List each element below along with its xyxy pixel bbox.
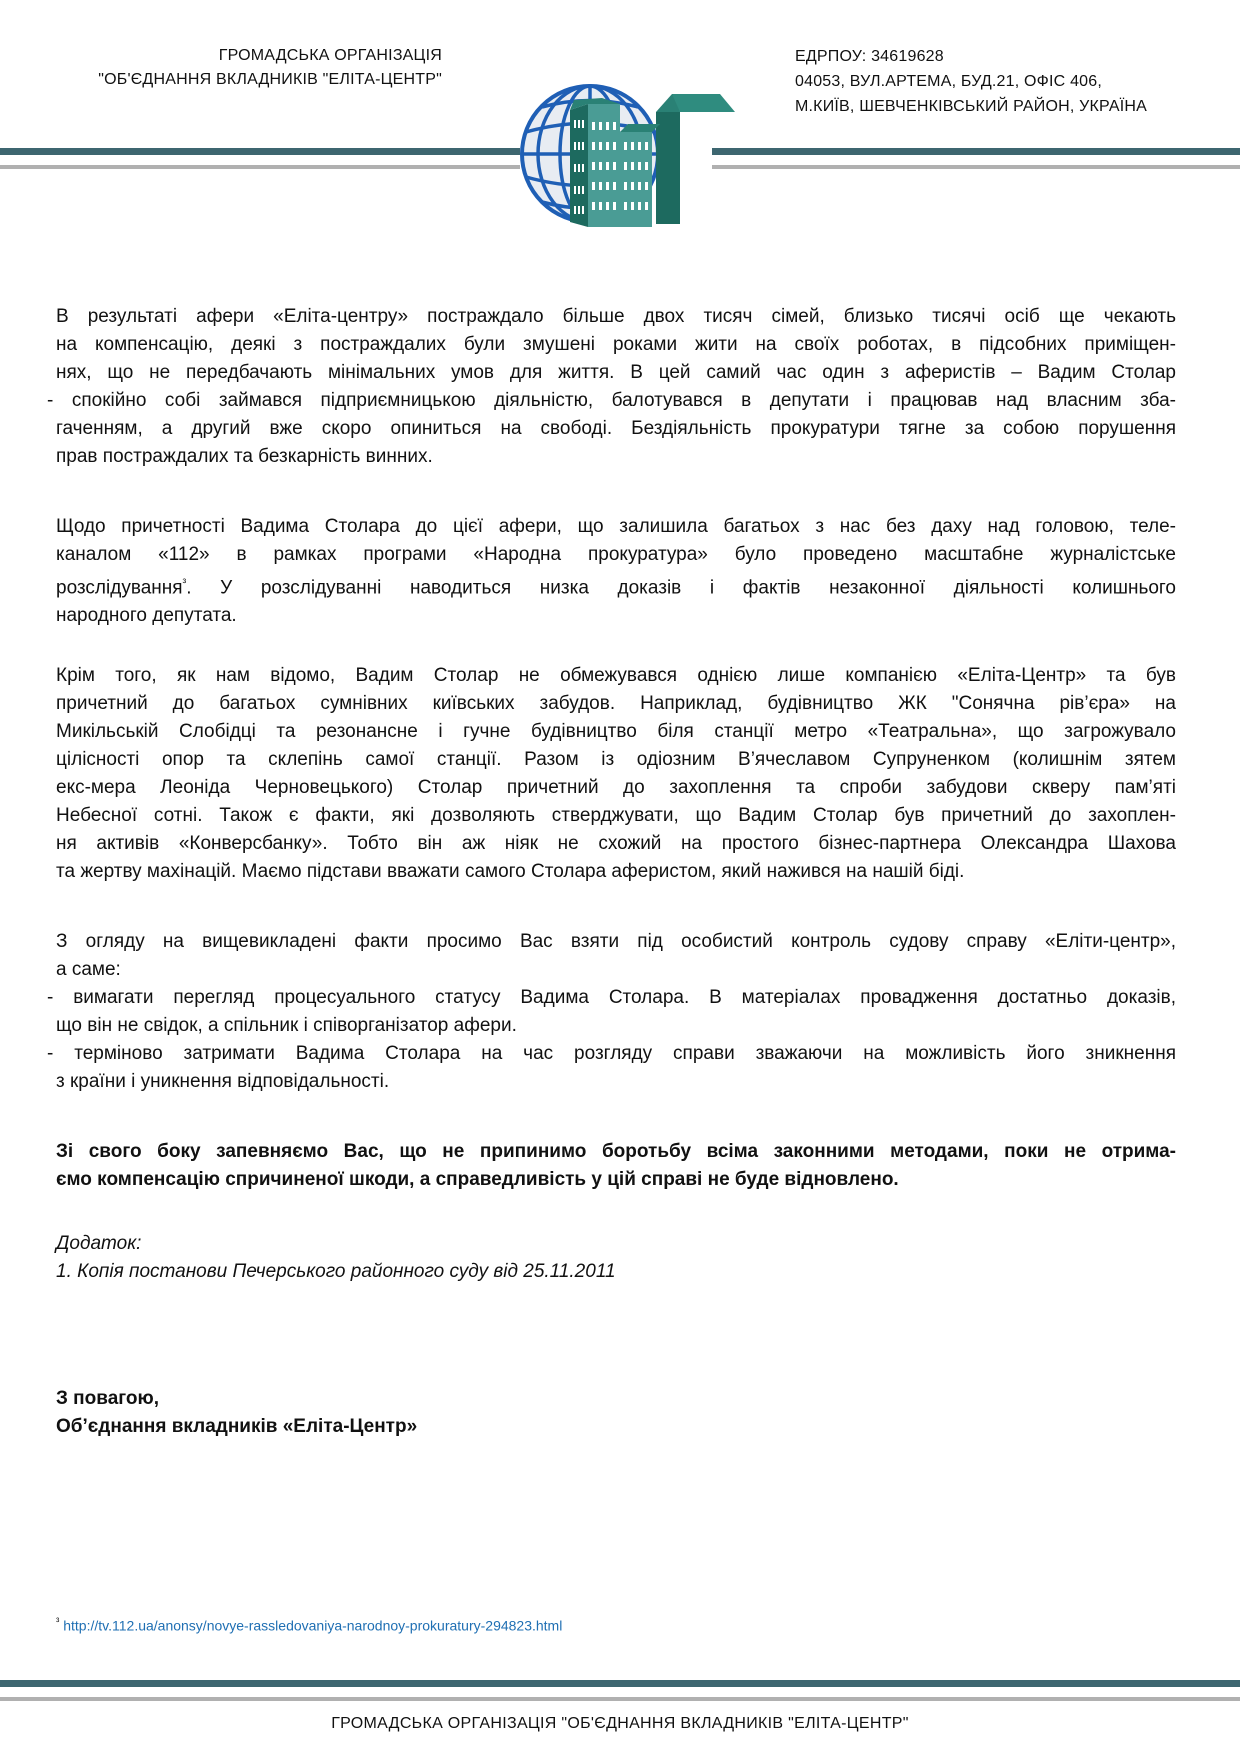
paragraph-5-bold-statement	[56, 1138, 1176, 1194]
text-line: - спокійно собі займався підприємницькою діяльністю, балотувався в депутати і працював над власним зба-	[47, 390, 1176, 411]
address-line-2: М.КИЇВ, ШЕВЧЕНКІВСЬКИЙ РАЙОН, УКРАЇНА	[795, 98, 1148, 115]
text-line: з країни і уникнення відповідальності.	[56, 1071, 390, 1092]
text-line: Микільській Слобідці та резонансне і гучне будівництво біля станції метро «Театральна», що загрожувало	[56, 721, 1176, 742]
globe-with-buildings-logo-icon	[510, 82, 740, 232]
text-line: що він не свідок, а спільник і співорганізатор афери.	[56, 1015, 517, 1036]
text-line: В результаті афери «Еліта-центру» постраждало більше двох тисяч сімей, близько тисячі осіб ще чекають	[56, 306, 1176, 327]
text-line: З огляду на вищевикладені факти просимо Вас взяти під особистий контроль судову справу «Еліти-центр»,	[56, 931, 1176, 952]
text-line-with-footnote	[56, 569, 1176, 602]
org-name: "ОБ'ЄДНАННЯ ВКЛАДНИКІВ "ЕЛІТА-ЦЕНТР"	[98, 71, 442, 88]
footer-rule-dark	[0, 1680, 1240, 1687]
footnote-reference[interactable]: ³	[182, 577, 187, 589]
paragraph-3	[56, 662, 1176, 886]
text-line: на компенсацію, деякі з постраждалих були змушені роками жити на своїх роботах, в підсобних приміщен-	[56, 334, 1176, 355]
text-line: Щодо причетності Вадима Столара до цієї афери, що залишила багатьох з нас без даху над головою, теле-	[56, 516, 1176, 537]
paragraph-2	[56, 513, 1176, 630]
attachment-section	[56, 1230, 1176, 1286]
footnote	[56, 1617, 562, 1634]
edrpou-code: ЕДРПОУ: 34619628	[795, 48, 944, 65]
footnote-link[interactable]: http://tv.112.ua/anonsy/novye-rassledovaniya-narodnoy-prokuratury-294823.html	[63, 1617, 563, 1634]
header-rule-dark-left	[0, 148, 520, 155]
header-rule-dark-right	[712, 148, 1240, 155]
text-line: народного депутата.	[56, 605, 237, 627]
attachment-item-1: 1. Копія постанови Печерського районного суду від 25.11.2011	[56, 1261, 616, 1282]
text-line: а саме:	[56, 959, 121, 980]
signature-closing: З повагою,	[56, 1388, 160, 1409]
text-line: ня активів «Конверсбанку». Тобто він аж ніяк не схожий на простого бізнес-партнера Олександра Шахова	[56, 833, 1176, 854]
text-line: ємо компенсацію спричиненої шкоди, а справедливість у цій справі не буде відновлено.	[56, 1169, 899, 1190]
text-line: та жертву махінацій. Маємо підстави вважати самого Столара аферистом, який нажився на нашій біді.	[56, 861, 965, 882]
footnote-marker: ³	[56, 1617, 60, 1628]
header-rule-light-right	[712, 165, 1240, 169]
footer-rule-light	[0, 1697, 1240, 1701]
text-line: каналом «112» в рамках програми «Народна прокуратура» було проведено масштабне журналістське	[56, 544, 1176, 565]
text-line: Небесної сотні. Також є факти, які дозволяють стверджувати, що Вадим Столар був причетний до захоплен-	[56, 805, 1176, 826]
text-segment: розслідування	[56, 577, 183, 599]
text-line: цілісності опор та склепінь самої станції. Разом із одіозним В’ячеславом Супруненком (колишнім зятем	[56, 749, 1176, 770]
text-segment: . У розслідуванні наводиться низка доказів і фактів незаконної діяльності колишнього	[186, 577, 1176, 599]
org-type: ГРОМАДСЬКА ОРГАНІЗАЦІЯ	[218, 47, 442, 64]
letterhead-contacts	[795, 44, 1147, 119]
text-line: Крім того, як нам відомо, Вадим Столар не обмежувався однією лише компанією «Еліта-Центр» та був	[56, 665, 1176, 686]
signature-org: Об’єднання вкладників «Еліта-Центр»	[56, 1416, 418, 1437]
request-item-1: - вимагати перегляд процесуального статусу Вадима Столара. В матеріалах провадження достатньо доказів,	[47, 987, 1176, 1008]
text-line: гаченням, а другий вже скоро опиниться на свободі. Бездіяльність прокуратури тягне за собою порушення	[56, 418, 1176, 439]
signature	[56, 1385, 1176, 1441]
request-item-2: - терміново затримати Вадима Столара на час розгляду справи зважаючи на можливість його зникнення	[47, 1043, 1176, 1064]
paragraph-1	[47, 303, 1176, 471]
text-line: Зі свого боку запевняємо Вас, що не припинимо боротьбу всіма законними методами, поки не отрима-	[56, 1141, 1176, 1162]
header-rule-light-left	[0, 165, 520, 169]
text-line: екс-мера Леоніда Черновецького) Столар причетний до захоплення та спроби забудови скверу пам’яті	[56, 777, 1176, 798]
text-line: нях, що не передбачають мінімальних умов для життя. В цей самий час один з аферистів – Вадим Столар	[56, 362, 1176, 383]
paragraph-4-requests	[47, 928, 1176, 1096]
address-line-1: 04053, ВУЛ.АРТЕМА, БУД.21, ОФІС 406,	[795, 73, 1103, 90]
footer-org-name: ГРОМАДСЬКА ОРГАНІЗАЦІЯ "ОБ'ЄДНАННЯ ВКЛАДНИКІВ "ЕЛІТА-ЦЕНТР"	[331, 1715, 909, 1732]
text-line: причетний до багатьох сумнівних київських забудов. Наприклад, будівництво ЖК "Сонячна рів’єра» на	[56, 693, 1176, 714]
letterhead-org-name	[98, 44, 442, 92]
attachment-title: Додаток:	[56, 1233, 142, 1254]
text-line: прав постраждалих та безкарність винних.	[56, 446, 433, 467]
